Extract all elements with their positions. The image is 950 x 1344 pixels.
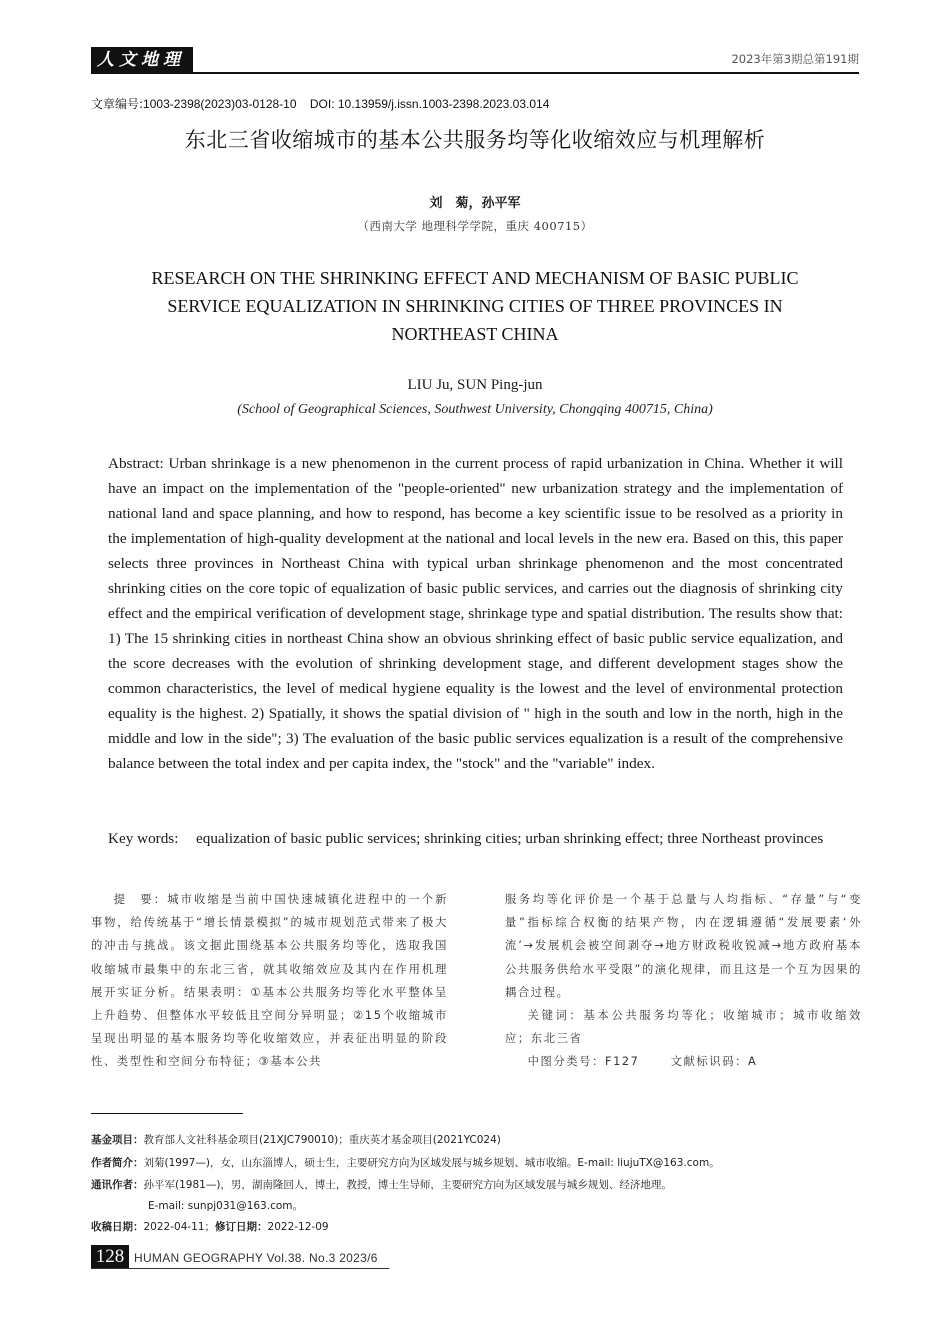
footnote-rule [91,1113,243,1114]
article-meta [91,95,549,112]
affiliation-en: (School of Geographical Sciences, Southwest University, Chongqing 400715, China) [237,402,713,417]
doc-code-value: A [748,1055,758,1069]
header-rule [91,72,859,74]
title-en: RESEARCH ON THE SHRINKING EFFECT AND MECHANISM OF BASIC PUBLIC SERVICE EQUALIZATION IN SHRINKING CITIES OF THREE PROVINCES IN NORTHEAST CHINA [151,268,799,344]
doi: DOI: 10.13959/j.issn.1003-2398.2023.03.014 [309,97,550,111]
footnote-dates: 收稿日期：2022-04-11；修订日期：2022-12-09 [91,1221,329,1233]
doc-code-label: 文献标识码： [670,1055,748,1069]
keywords-en [108,826,843,851]
keywords-en-text: equalization of basic public services; shrinking cities; urban shrinking effect; three Northeast provinces [196,830,824,847]
keywords-en-label: Key words: [108,830,179,847]
footnote-corresponding-email: E-mail: sunpj031@163.com。 [148,1200,304,1212]
article-number-label: 文章编号: [91,97,144,111]
authors-zh: 刘 菊，孙平军 [429,196,521,211]
abstract-en: Abstract: Urban shrinkage is a new phenomenon in the current process of rapid urbanization in China. Whether it will have an impact on the implementation of the "people-oriented" new urbanization strategy and the implementation of national land and space planning, and how to respond, has become a key scientific issue to be resolved as a priority in the implementation of high-quality development at the national and local levels in the new era. Based on this, this paper selects three provinces in Northeast China with typical urban shrinkage phenomenon and the most concentrated shrinking cities on the core topic of equalization of basic public services, and carries out the diagnosis of shrinking city effect and the empirical verification of development stage, shrinkage type and spatial distribution. The results show that: 1) The 15 shrinking cities in northeast China show an obvious shrinking effect of basic public service equalization, and the score decreases with the evolution of shrinking development stage, and different development stages show the common characteristics, the level of medical hygiene equality is the lowest and the level of environmental protection equality is the highest. 2) Spatially, it shows the spatial division of " high in the south and low in the north, high in the middle and low in the side"; 3) The evaluation of the basic public services equalization is a result of the comprehensive balance between the total index and per capita index, the "stock" and the "variable" index. [108,455,843,772]
clc-label: 中图分类号： [527,1055,605,1069]
running-title: HUMAN GEOGRAPHY Vol.38. No.3 2023/6 [134,1251,378,1265]
abstract-zh-right-column [505,888,862,1074]
abstract-zh-label: 提 要： [113,893,168,906]
authors-en: LIU Ju, SUN Ping-jun [407,377,543,393]
footnote-author: 作者简介：刘菊(1997—)，女，山东淄博人，硕士生，主要研究方向为区域发展与城乡规划、城市收缩。E-mail: liujuTX@163.com。 [91,1157,720,1169]
abstract-zh-text-left: 城市收缩是当前中国快速城镇化进程中的一个新事物，给传统基于“增长情景模拟”的城市规划范式带来了极大的冲击与挑战。该文据此围绕基本公共服务均等化，选取我国收缩城市最集中的东北三省，就其收缩效应及其内在作用机理展开实证分析。结果表明：①基本公共服务均等化水平整体呈上升趋势、但整体水平较低且空间分异明显；②15个收缩城市呈现出明显的基本服务均等化收缩效应，并表征出明显的阶段性、类型性和空间分布特征；③基本公共 [91,893,448,1069]
footer-rule [91,1268,389,1269]
keywords-zh-label: 关键词： [527,1009,584,1023]
keywords-zh-text: 基本公共服务均等化；收缩城市；城市收缩效应；东北三省 [505,1009,862,1046]
abstract-zh-text-right: 服务均等化评价是一个基于总量与人均指标、“存量”与“变量”指标综合权衡的结果产物，内在逻辑遵循“发展要素‘外流’→发展机会被空间剥夺→地方财政税收锐减→地方政府基本公共服务供给水平受限”的演化规律，而且这是一个互为因果的耦合过程。 [505,893,862,999]
journal-logo: 人文地理 [91,47,193,73]
article-number: 1003-2398(2023)03-0128-10 [143,97,297,111]
affiliation-zh: （西南大学 地理科学学院，重庆 400715） [357,219,593,233]
footnote-corresponding: 通讯作者：孙平军(1981—)，男，湖南隆回人，博士，教授，博士生导师，主要研究方向为区域发展与城乡规划、经济地理。 [91,1179,672,1191]
footnote-fund: 基金项目：教育部人文社科基金项目(21XJC790010)；重庆英才基金项目(2021YC024) [91,1134,501,1146]
abstract-zh-left-column [91,888,448,1074]
clc-value: F127 [604,1055,640,1069]
page-number: 128 [91,1245,129,1269]
issue-info: 2023年第3期总第191期 [731,52,859,66]
title-zh: 东北三省收缩城市的基本公共服务均等化收缩效应与机理解析 [184,128,766,152]
